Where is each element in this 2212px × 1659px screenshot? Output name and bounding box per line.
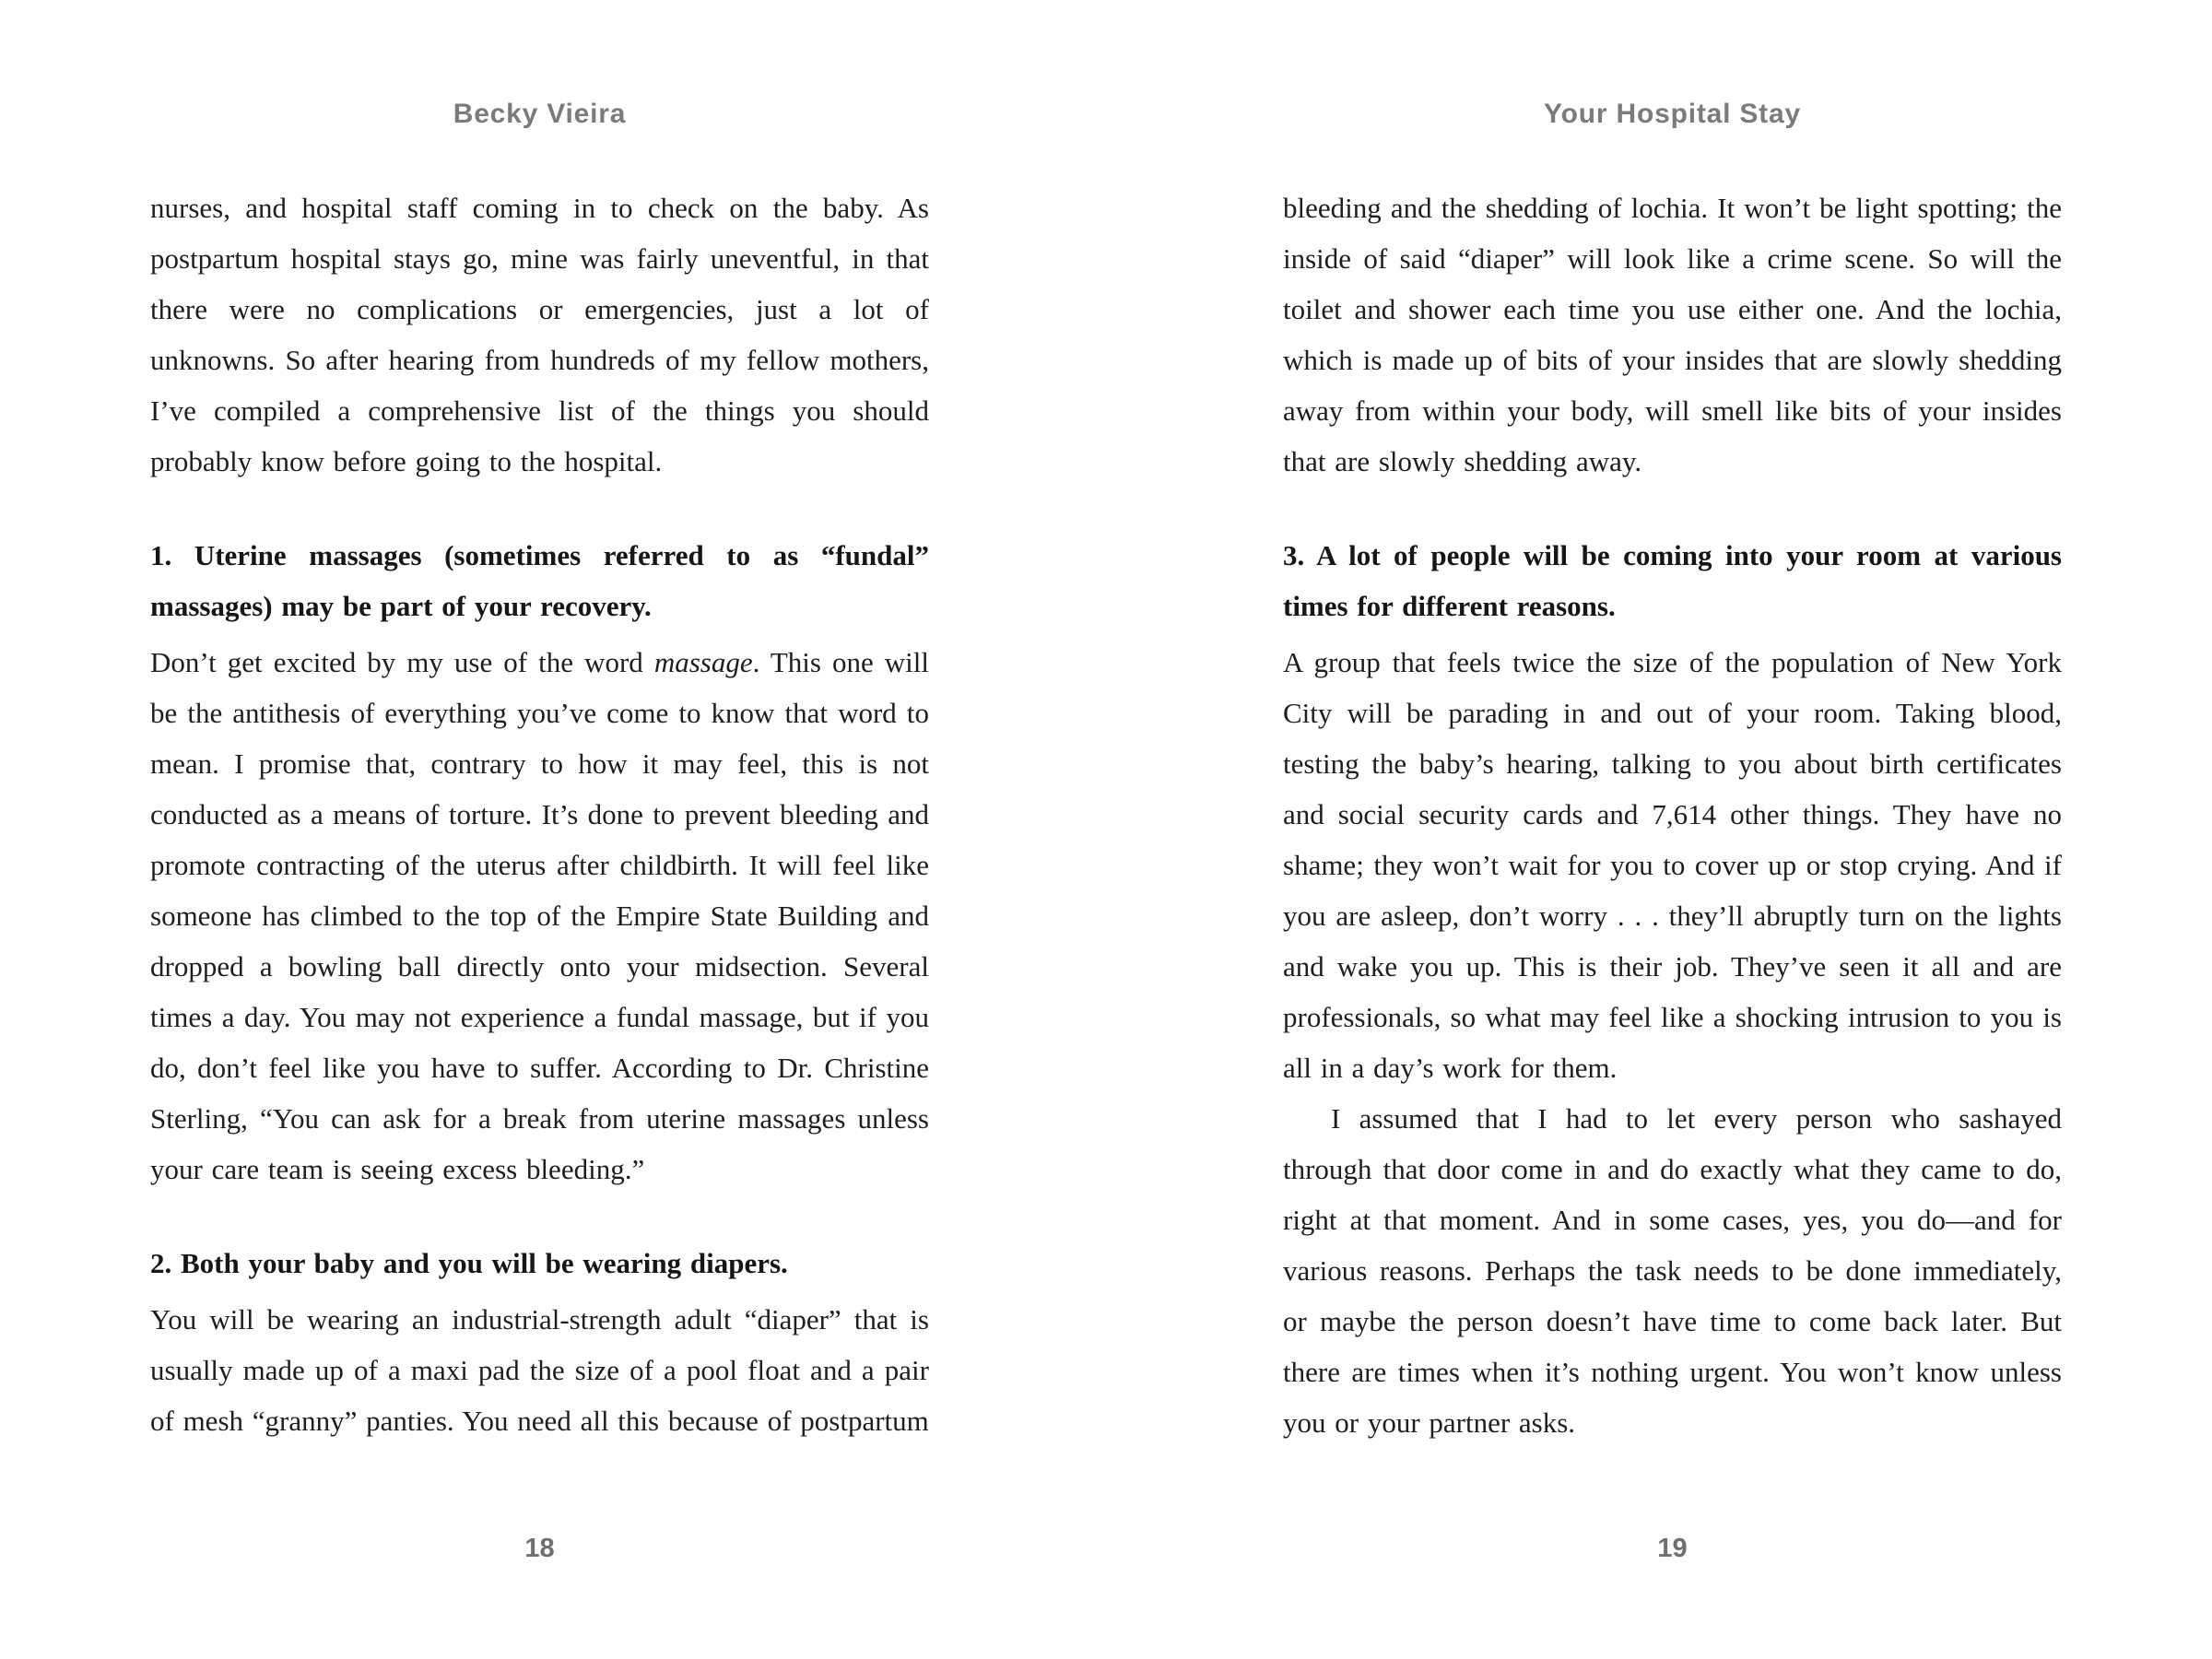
paragraph-uterine-massage [150,637,929,1194]
paragraph-visitors: A group that feels twice the size of the population of New York City will be parading in and out of your room. Taking blood, testing the baby’s hearing, talking to you about birth certificates and social security cards and 7,614 other things. They have no shame; they won’t wait for you to cover up or stop crying. And if you are asleep, don’t worry . . . they’ll abruptly turn on the lights and wake you up. This is their job. They’ve seen it all and are professionals, so what may feel like a shocking intrusion to you is all in a day’s work for them. [1283,646,2062,1084]
left-page [150,0,929,1659]
paragraph-assumed: I assumed that I had to let every person who sashayed through that door come in and do exactly what they came to do, right at that moment. And in some cases, yes, you do—and for various reasons. Perhaps the task needs to be done immediately, or maybe the person doesn’t have time to come back later. But there are times when it’s nothing urgent. You won’t know unless you or your partner asks. [1283,1102,2062,1439]
paragraph-intro-continuation: nurses, and hospital staff coming in to check on the baby. As postpartum hospital stays go, mine was fairly uneventful, in that there were no complications or emergencies, just a lot of unknowns. So after hearing from hundreds of my fellow mothers, I’ve compiled a comprehensive list of the things you should probably know before going to the hospital. [150,192,929,477]
section-heading-3: 3. A lot of people will be coming into your room at various times for different reasons. [1283,539,2062,622]
paragraph-lochia-continuation: bleeding and the shedding of lochia. It won’t be light spotting; the inside of said “diaper” will look like a crime scene. So will the toilet and shower each time you use either one. And the lochia, which is made up of bits of your insides that are slowly shedding away from within your body, will smell like bits of your insides that are slowly shedding away. [1283,192,2062,477]
page-number-left: 18 [524,1534,555,1563]
paragraph-diapers: You will be wearing an industrial-strength adult “diaper” that is usually made up of a maxi pad the size of a pool float and a pair of mesh “granny” panties. You need all this because of postpartum [150,1303,929,1437]
paragraph-massage-pre: Don’t get excited by my use of the word [150,646,654,678]
paragraph-massage-post: . This one will be the antithesis of everything you’ve come to know that word to mean. I promise that, contrary to how it may feel, this is not conducted as a means of torture. It’s done to prevent bleeding and promote contracting of the uterus after childbirth. It will feel like someone has climbed to the top of the Empire State Building and dropped a bowling ball directly onto your midsection. Several times a day. You may not experience a fundal massage, but if you do, don’t feel like you have to suffer. According to Dr. Christine Sterling, “You can ask for a break from uterine massages unless your care team is seeing excess bleeding.” [150,646,929,1185]
left-page-body [150,182,929,1446]
section-heading-1: 1. Uterine massages (sometimes referred to as “fundal” massages) may be part of your recovery. [150,539,929,622]
right-page-body [1283,182,2062,1448]
paragraph-massage-italic-word: massage [653,646,753,678]
running-header-author: Becky Vieira [453,99,627,129]
section-heading-2: 2. Both your baby and you will be wearing diapers. [150,1247,788,1279]
right-page [1283,0,2062,1659]
page-number-right: 19 [1657,1534,1688,1563]
running-header-chapter: Your Hospital Stay [1544,99,1801,129]
